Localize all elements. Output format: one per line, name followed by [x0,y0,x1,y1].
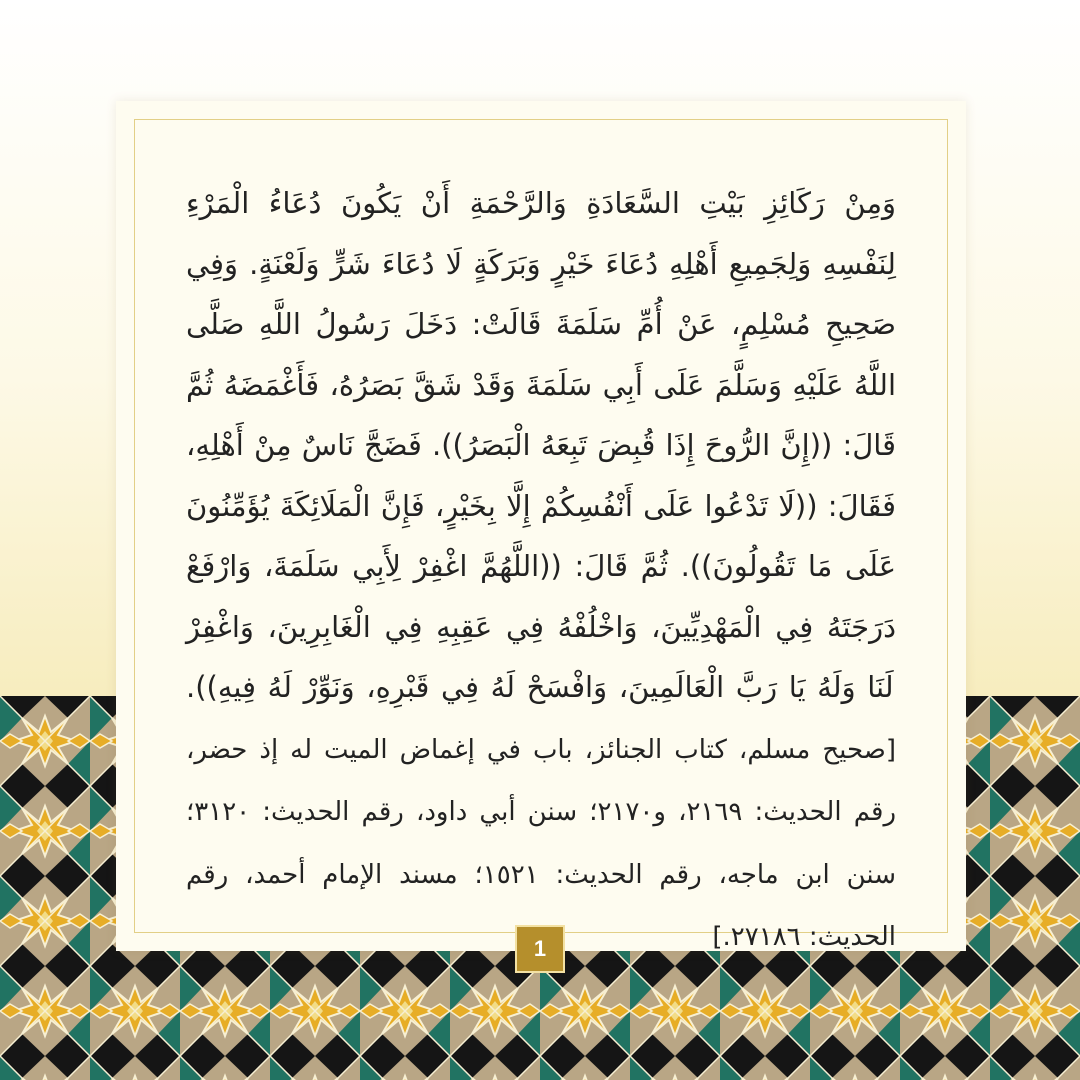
hadith-text: وَمِنْ رَكَائِزِ بَيْتِ السَّعَادَةِ وَالرَّحْمَةِ أَنْ يَكُونَ دُعَاءُ الْمَرْءِ لِنَفْسِهِ وَلِجَمِيعِ أَهْلِهِ دُعَاءَ خَيْرٍ وَبَرَكَةٍ لَا دُعَاءَ شَرٍّ وَلَعْنَةٍ. وَفِي صَحِيحِ مُسْلِمٍ، عَنْ أُمِّ سَلَمَةَ قَالَتْ: دَخَلَ رَسُولُ اللَّهِ صَلَّى اللَّهُ عَلَيْهِ وَسَلَّمَ عَلَى أَبِي سَلَمَةَ وَقَدْ شَقَّ بَصَرُهُ، فَأَغْمَضَهُ ثُمَّ قَالَ: ((إِنَّ الرُّوحَ إِذَا قُبِضَ تَبِعَهُ الْبَصَرُ)). فَضَجَّ نَاسٌ مِنْ أَهْلِهِ، فَقَالَ: ((لَا تَدْعُوا عَلَى أَنْفُسِكُمْ إِلَّا بِخَيْرٍ، فَإِنَّ الْمَلَائِكَةَ يُؤَمِّنُونَ عَلَى مَا تَقُولُونَ)). ثُمَّ قَالَ: ((اللَّهُمَّ اغْفِرْ لِأَبِي سَلَمَةَ، وَارْفَعْ دَرَجَتَهُ فِي الْمَهْدِيِّينَ، وَاخْلُفْهُ فِي عَقِبِهِ فِي الْغَابِرِينَ، وَاغْفِرْ لَنَا وَلَهُ يَا رَبَّ الْعَالَمِينَ، وَافْسَحْ لَهُ فِي قَبْرِهِ، وَنَوِّرْ لَهُ فِيهِ)). [186,186,896,704]
hadith-text-block [186,173,897,952]
source-citation: [صحيح مسلم، كتاب الجنائز، باب في إغماض الميت له إذ حضر، رقم الحديث: ٢١٦٩، و٢١٧٠؛ سنن أبي داود، رقم الحديث: ٣١٢٠؛ سنن ابن ماجه، رقم الحديث: ١٥٢١؛ مسند الإمام أحمد، رقم الحديث: ٢٧١٨٦.] [186,734,897,952]
content-card [116,101,966,951]
page-number-badge: 1 [515,925,565,973]
